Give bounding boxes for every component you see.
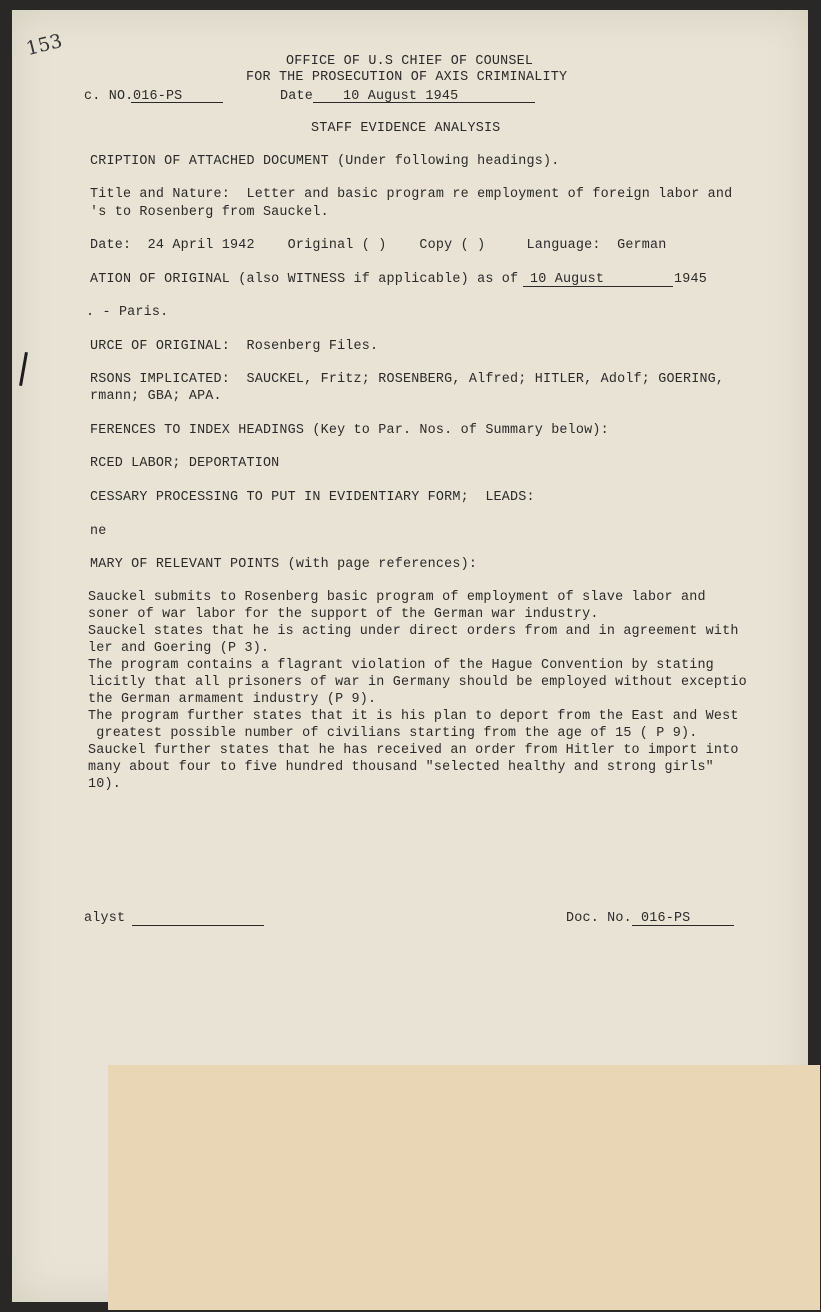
references-heading: FERENCES TO INDEX HEADINGS (Key to Par. Nos. of Summary below):	[90, 423, 609, 438]
analyst-signature-line	[132, 925, 264, 926]
date-underline	[313, 102, 535, 103]
source-of-original: URCE OF ORIGINAL: Rosenberg Files.	[90, 339, 379, 354]
footer-doc-no-underline	[632, 925, 734, 926]
summary-line: the German armament industry (P 9).	[88, 692, 377, 707]
summary-line: Sauckel further states that he has received an order from Hitler to import into	[88, 743, 739, 758]
header-office-line: OFFICE OF U.S CHIEF OF COUNSEL	[286, 54, 534, 69]
location-label: ATION OF ORIGINAL (also WITNESS if applicable) as of	[90, 272, 519, 287]
analyst-label: alyst	[84, 911, 126, 926]
location-year: 1945	[674, 272, 707, 287]
date-label: Date	[280, 89, 313, 104]
title-nature-line2: 's to Rosenberg from Sauckel.	[90, 205, 329, 220]
document-page	[12, 10, 808, 1302]
processing-value: ne	[90, 524, 107, 539]
date-value: 10 August 1945	[343, 89, 459, 104]
doc-no-label: c. NO.	[84, 89, 134, 104]
summary-line: The program contains a flagrant violation of the Hague Convention by stating	[88, 658, 714, 673]
handwritten-page-number: 153	[23, 29, 65, 61]
doc-no-underline	[131, 102, 223, 103]
staff-evidence-title: STAFF EVIDENCE ANALYSIS	[311, 121, 501, 136]
processing-heading: CESSARY PROCESSING TO PUT IN EVIDENTIARY FORM; LEADS:	[90, 490, 535, 505]
description-heading: CRIPTION OF ATTACHED DOCUMENT (Under following headings).	[90, 154, 560, 169]
location-date: 10 August	[530, 272, 605, 287]
summary-line: ler and Goering (P 3).	[88, 641, 270, 656]
date-original-copy-language: Date: 24 April 1942 Original ( ) Copy ( ) Language: German	[90, 238, 667, 253]
footer-doc-no-label: Doc. No.	[566, 911, 632, 926]
summary-line: Sauckel states that he is acting under direct orders from and in agreement with	[88, 624, 739, 639]
paper-stain	[108, 1065, 820, 1310]
doc-no-value: 016-PS	[133, 89, 183, 104]
edge-mark	[19, 352, 28, 386]
summary-line: licitly that all prisoners of war in Germany should be employed without exceptio	[88, 675, 747, 690]
title-nature-line1: Title and Nature: Letter and basic program re employment of foreign labor and	[90, 187, 733, 202]
location-value: . - Paris.	[86, 305, 169, 320]
summary-line: 10).	[88, 777, 121, 792]
summary-heading: MARY OF RELEVANT POINTS (with page references):	[90, 557, 478, 572]
summary-line: The program further states that it is his plan to deport from the East and West	[88, 709, 739, 724]
summary-line: Sauckel submits to Rosenberg basic program of employment of slave labor and	[88, 590, 706, 605]
summary-line: many about four to five hundred thousand "selected healthy and strong girls"	[88, 760, 714, 775]
references-value: RCED LABOR; DEPORTATION	[90, 456, 280, 471]
persons-implicated-line2: rmann; GBA; APA.	[90, 389, 222, 404]
persons-implicated-line1: RSONS IMPLICATED: SAUCKEL, Fritz; ROSENBERG, Alfred; HITLER, Adolf; GOERING,	[90, 372, 725, 387]
summary-line: soner of war labor for the support of the German war industry.	[88, 607, 599, 622]
location-date-underline	[523, 286, 673, 287]
summary-line: greatest possible number of civilians starting from the age of 15 ( P 9).	[88, 726, 698, 741]
header-prosecution-line: FOR THE PROSECUTION OF AXIS CRIMINALITY	[246, 70, 568, 85]
footer-doc-no-value: 016-PS	[641, 911, 691, 926]
